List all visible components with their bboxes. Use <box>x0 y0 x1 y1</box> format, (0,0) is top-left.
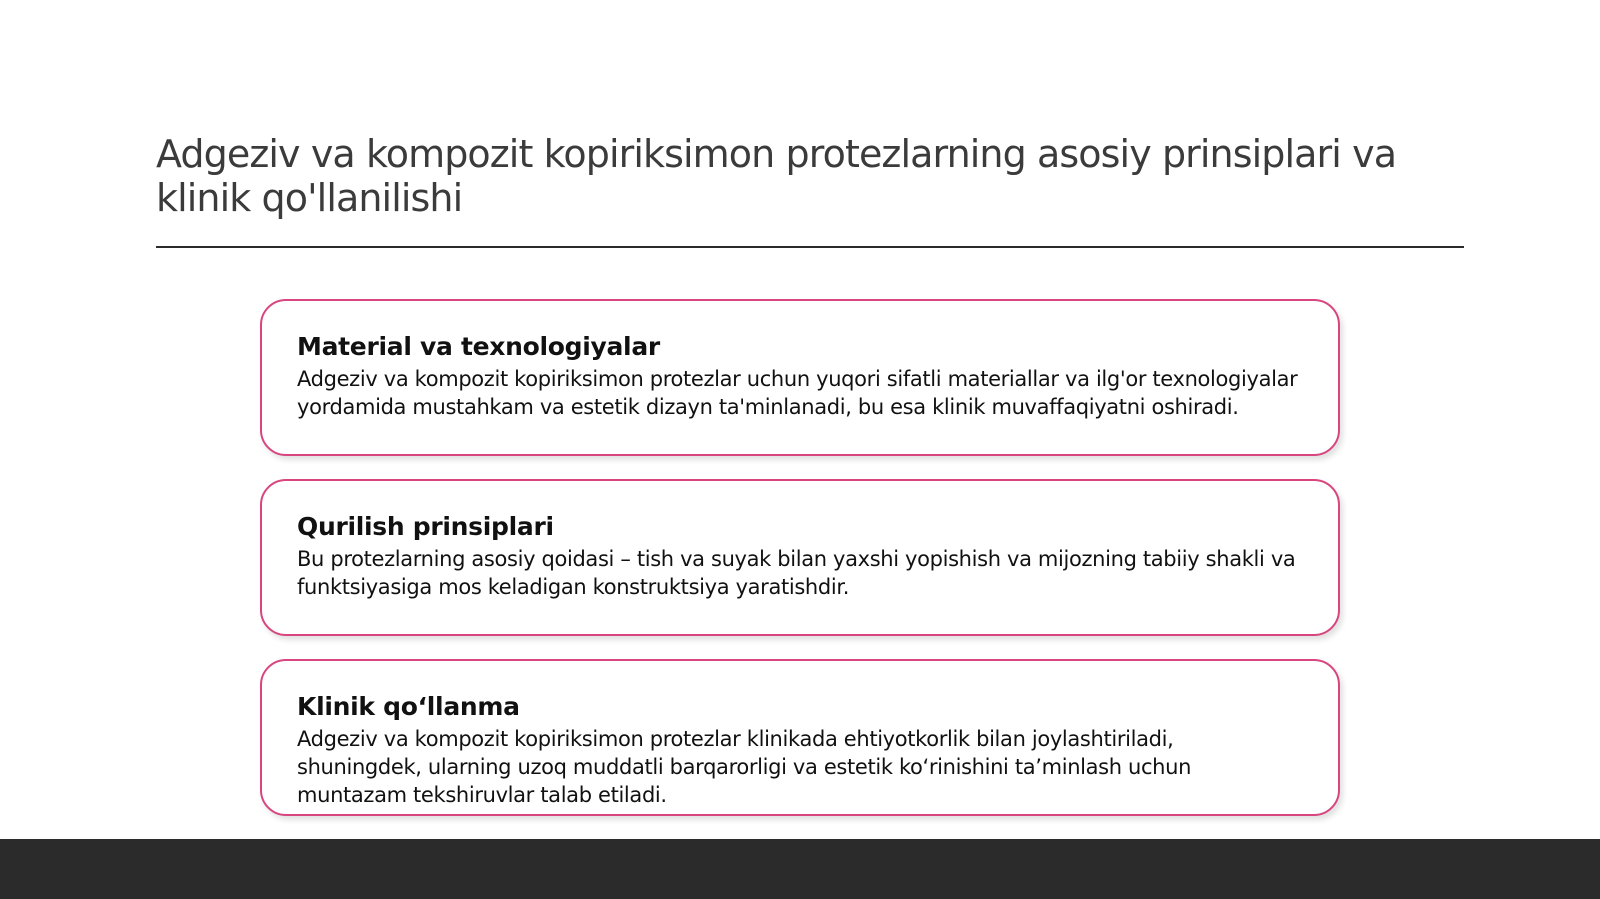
card-text: Adgeziv va kompozit kopiriksimon protezlar klinikada ehtiyotkorlik bilan joylashtiriladi, shuningdek, ularning uzoq muddatli barqarorligi va estetik ko‘rinishini ta’minlash uchun muntazam tekshiruvlar talab etiladi. <box>297 727 1192 807</box>
card-construction <box>260 479 1340 636</box>
card-title: Klinik qo‘llanma <box>297 692 520 721</box>
card-text: Adgeziv va kompozit kopiriksimon protezlar uchun yuqori sifatli materiallar va ilg'or texnologiyalar yordamida mustahkam va estetik dizayn ta'minlanadi, bu esa klinik muvaffaqiyatni oshiradi. <box>297 367 1298 419</box>
card-list <box>260 299 1340 839</box>
card-clinical <box>260 659 1340 816</box>
slide-title: Adgeziv va kompozit kopiriksimon protezlarning asosiy prinsiplari va klinik qo'llanilishi <box>156 132 1397 220</box>
footer-bar <box>0 839 1600 899</box>
card-title: Qurilish prinsiplari <box>297 512 554 541</box>
title-divider <box>156 246 1464 248</box>
card-title: Material va texnologiyalar <box>297 332 660 361</box>
card-materials <box>260 299 1340 456</box>
card-text: Bu protezlarning asosiy qoidasi – tish va suyak bilan yaxshi yopishish va mijozning tabiiy shakli va funktsiyasiga mos keladigan konstruktsiya yaratishdir. <box>297 547 1296 599</box>
